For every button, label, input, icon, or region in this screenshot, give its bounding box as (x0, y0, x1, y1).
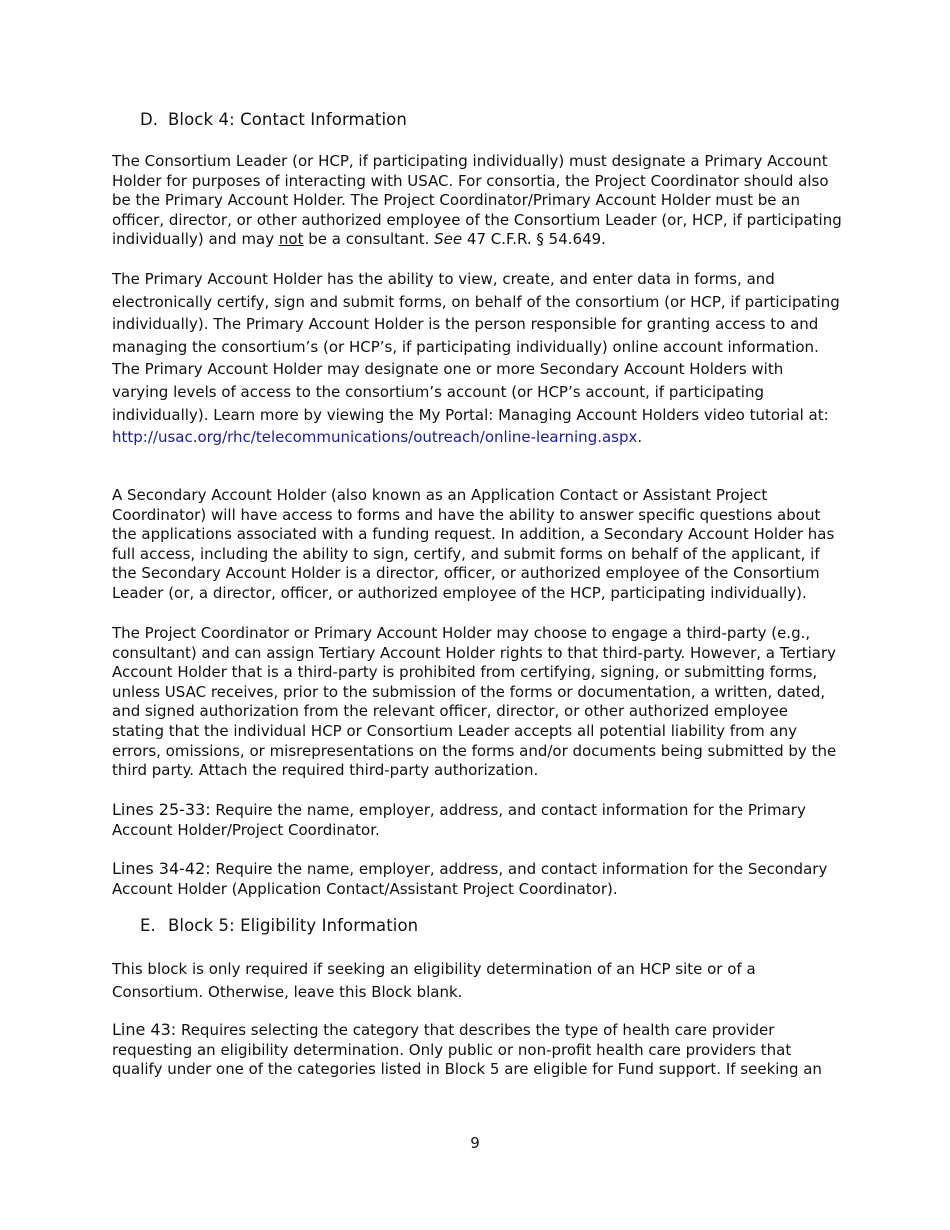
citation-signal: See (434, 230, 463, 249)
paragraph-text: The Consortium Leader (or HCP, if participating individually) must designate a Primary Account Holder for purposes of interacting with USAC. For consortia, the Project Coordinator should also be the Primary Account Holder. The Project Coordinator/Primary Account Holder must be an officer, director, or other authorized employee of the Consortium Leader (or, HCP, if participating individually) and may (112, 152, 842, 249)
emphasis-not: not (278, 230, 304, 249)
tutorial-link[interactable]: http://usac.org/rhc/telecommunications/outreach/online-learning.aspx (112, 428, 638, 447)
citation: 47 C.F.R. § 54.649. (462, 230, 606, 249)
section-heading-block4 (140, 110, 407, 129)
paragraph-text: . (637, 428, 643, 447)
section-title: Block 4: Contact Information (168, 110, 407, 129)
paragraph-line-43 (112, 1020, 842, 1080)
line-reference: Lines 25-33: (112, 800, 211, 819)
paragraph-text: Requires selecting the category that describes the type of health care provider requesting an eligibility determination. Only public or non-profit health care providers that qualify under one of the categories listed in Block 5 are eligible for Fund support. If seeking an (112, 1021, 822, 1079)
paragraph-text: Require the name, employer, address, and contact information for the Secondary Account Holder (Application Contact/Assistant Project Coordinator). (112, 860, 828, 898)
paragraph-third-party: The Project Coordinator or Primary Account Holder may choose to engage a third-party (e.g., consultant) and can assign Tertiary Account Holder rights to that third-party. However, a Tertiary Account Holder that is a third-party is prohibited from certifying, signing, or submitting forms, unless USAC receives, prior to the submission of the forms or documentation, a written, dated, and signed authorization from the relevant officer, director, or other authorized employee stating that the individual HCP or Consortium Leader accepts all potential liability from any errors, omissions, or misrepresentations on the forms and/or documents being submitted by the third party. Attach the required third-party authorization. (112, 624, 837, 780)
paragraph-eligibility-intro: This block is only required if seeking an eligibility determination of an HCP site or of a Consortium. Otherwise, leave this Block blank. (112, 960, 756, 1001)
section-heading-block5 (140, 916, 418, 935)
paragraph-secondary-account-holder: A Secondary Account Holder (also known as an Application Contact or Assistant Project Coordinator) will have access to forms and have the ability to answer specific questions about the applications associated with a funding request. In addition, a Secondary Account Holder has full access, including the ability to sign, certify, and submit forms on behalf of the applicant, if the Secondary Account Holder is a director, officer, or authorized employee of the Consortium Leader (or, a director, officer, or authorized employee of the HCP, participating individually). (112, 486, 835, 602)
paragraph-account-holder-abilities (112, 268, 842, 449)
section-title: Block 5: Eligibility Information (168, 916, 419, 935)
line-reference: Line 43: (112, 1020, 177, 1039)
line-reference: Lines 34-42: (112, 859, 211, 878)
page-number: 9 (470, 1134, 480, 1152)
paragraph-primary-account-holder (112, 152, 842, 250)
paragraph-text: be a consultant. (303, 230, 435, 249)
section-letter: D. (140, 110, 159, 129)
paragraph-text: Require the name, employer, address, and contact information for the Primary Account Holder/Project Coordinator. (112, 801, 806, 839)
section-letter: E. (140, 916, 156, 935)
paragraph-lines-25-33 (112, 800, 842, 840)
paragraph-text: The Primary Account Holder has the ability to view, create, and enter data in forms, and electronically certify, sign and submit forms, on behalf of the consortium (or HCP, if participating individually). The Primary Account Holder is the person responsible for granting access to and managing the consortium’s (or HCP’s, if participating individually) online account information. The Primary Account Holder may designate one or more Secondary Account Holders with varying levels of access to the consortium’s account (or HCP’s account, if participating individually). Learn more by viewing the My Portal: Managing Account Holders video tutorial at: (112, 270, 840, 424)
paragraph-lines-34-42 (112, 859, 842, 899)
